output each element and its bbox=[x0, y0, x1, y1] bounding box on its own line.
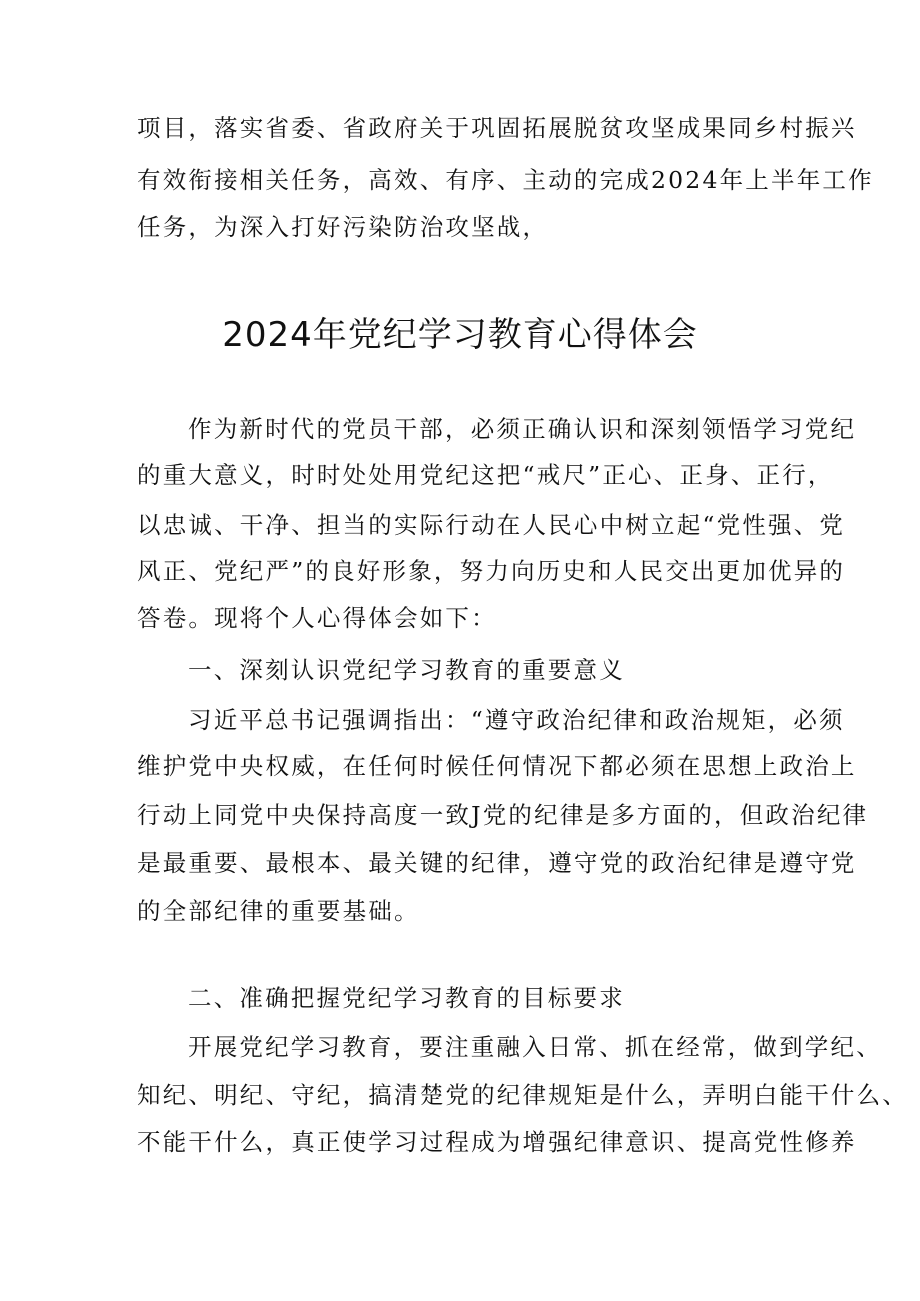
section-heading-1: 一、深刻认识党纪学习教育的重要意义 bbox=[188, 656, 625, 684]
para2-line-1: 习近平总书记强调指出：“遵守政治纪律和政治规矩，必须 bbox=[188, 706, 845, 734]
para1-line-5: 答卷。现将个人心得体会如下： bbox=[137, 604, 497, 632]
para2-line-3: 行动上同党中央保持高度一致J党的纪律是多方面的，但政治纪律 bbox=[137, 801, 869, 829]
para1-line-2: 的重大意义，时时处处用党纪这把“戒尺”正心、正身、正行， bbox=[137, 461, 834, 489]
intro-line-1: 项目，落实省委、省政府关于巩固拓展脱贫攻坚成果同乡村振兴 bbox=[137, 114, 857, 142]
para3-line-3: 不能干什么，真正使学习过程成为增强纪律意识、提高党性修养 bbox=[137, 1128, 857, 1156]
para2-line-5: 的全部纪律的重要基础。 bbox=[137, 897, 420, 925]
document-title: 2024年党纪学习教育心得体会 bbox=[222, 315, 698, 355]
para3-line-1: 开展党纪学习教育，要注重融入日常、抓在经常，做到学纪、 bbox=[188, 1033, 882, 1061]
intro-line-2: 有效衔接相关任务，高效、有序、主动的完成2024年上半年工作 bbox=[137, 166, 874, 194]
para3-line-2: 知纪、明纪、守纪，搞清楚党的纪律规矩是什么，弄明白能干什么、 bbox=[137, 1081, 908, 1109]
section-heading-2: 二、准确把握党纪学习教育的目标要求 bbox=[188, 984, 625, 1012]
intro-line-3: 任务，为深入打好污染防治攻坚战， bbox=[137, 213, 549, 241]
para2-line-4: 是最重要、最根本、最关键的纪律，遵守党的政治纪律是遵守党 bbox=[137, 849, 857, 877]
para1-line-4: 风正、党纪严”的良好形象，努力向历史和人民交出更加优异的 bbox=[137, 557, 846, 585]
para1-line-3: 以忠诚、干净、担当的实际行动在人民心中树立起“党性强、党 bbox=[137, 511, 846, 539]
para1-line-1: 作为新时代的党员干部，必须正确认识和深刻领悟学习党纪 bbox=[188, 415, 857, 443]
para2-line-2: 维护党中央权威，在任何时候任何情况下都必须在思想上政治上 bbox=[137, 752, 857, 780]
